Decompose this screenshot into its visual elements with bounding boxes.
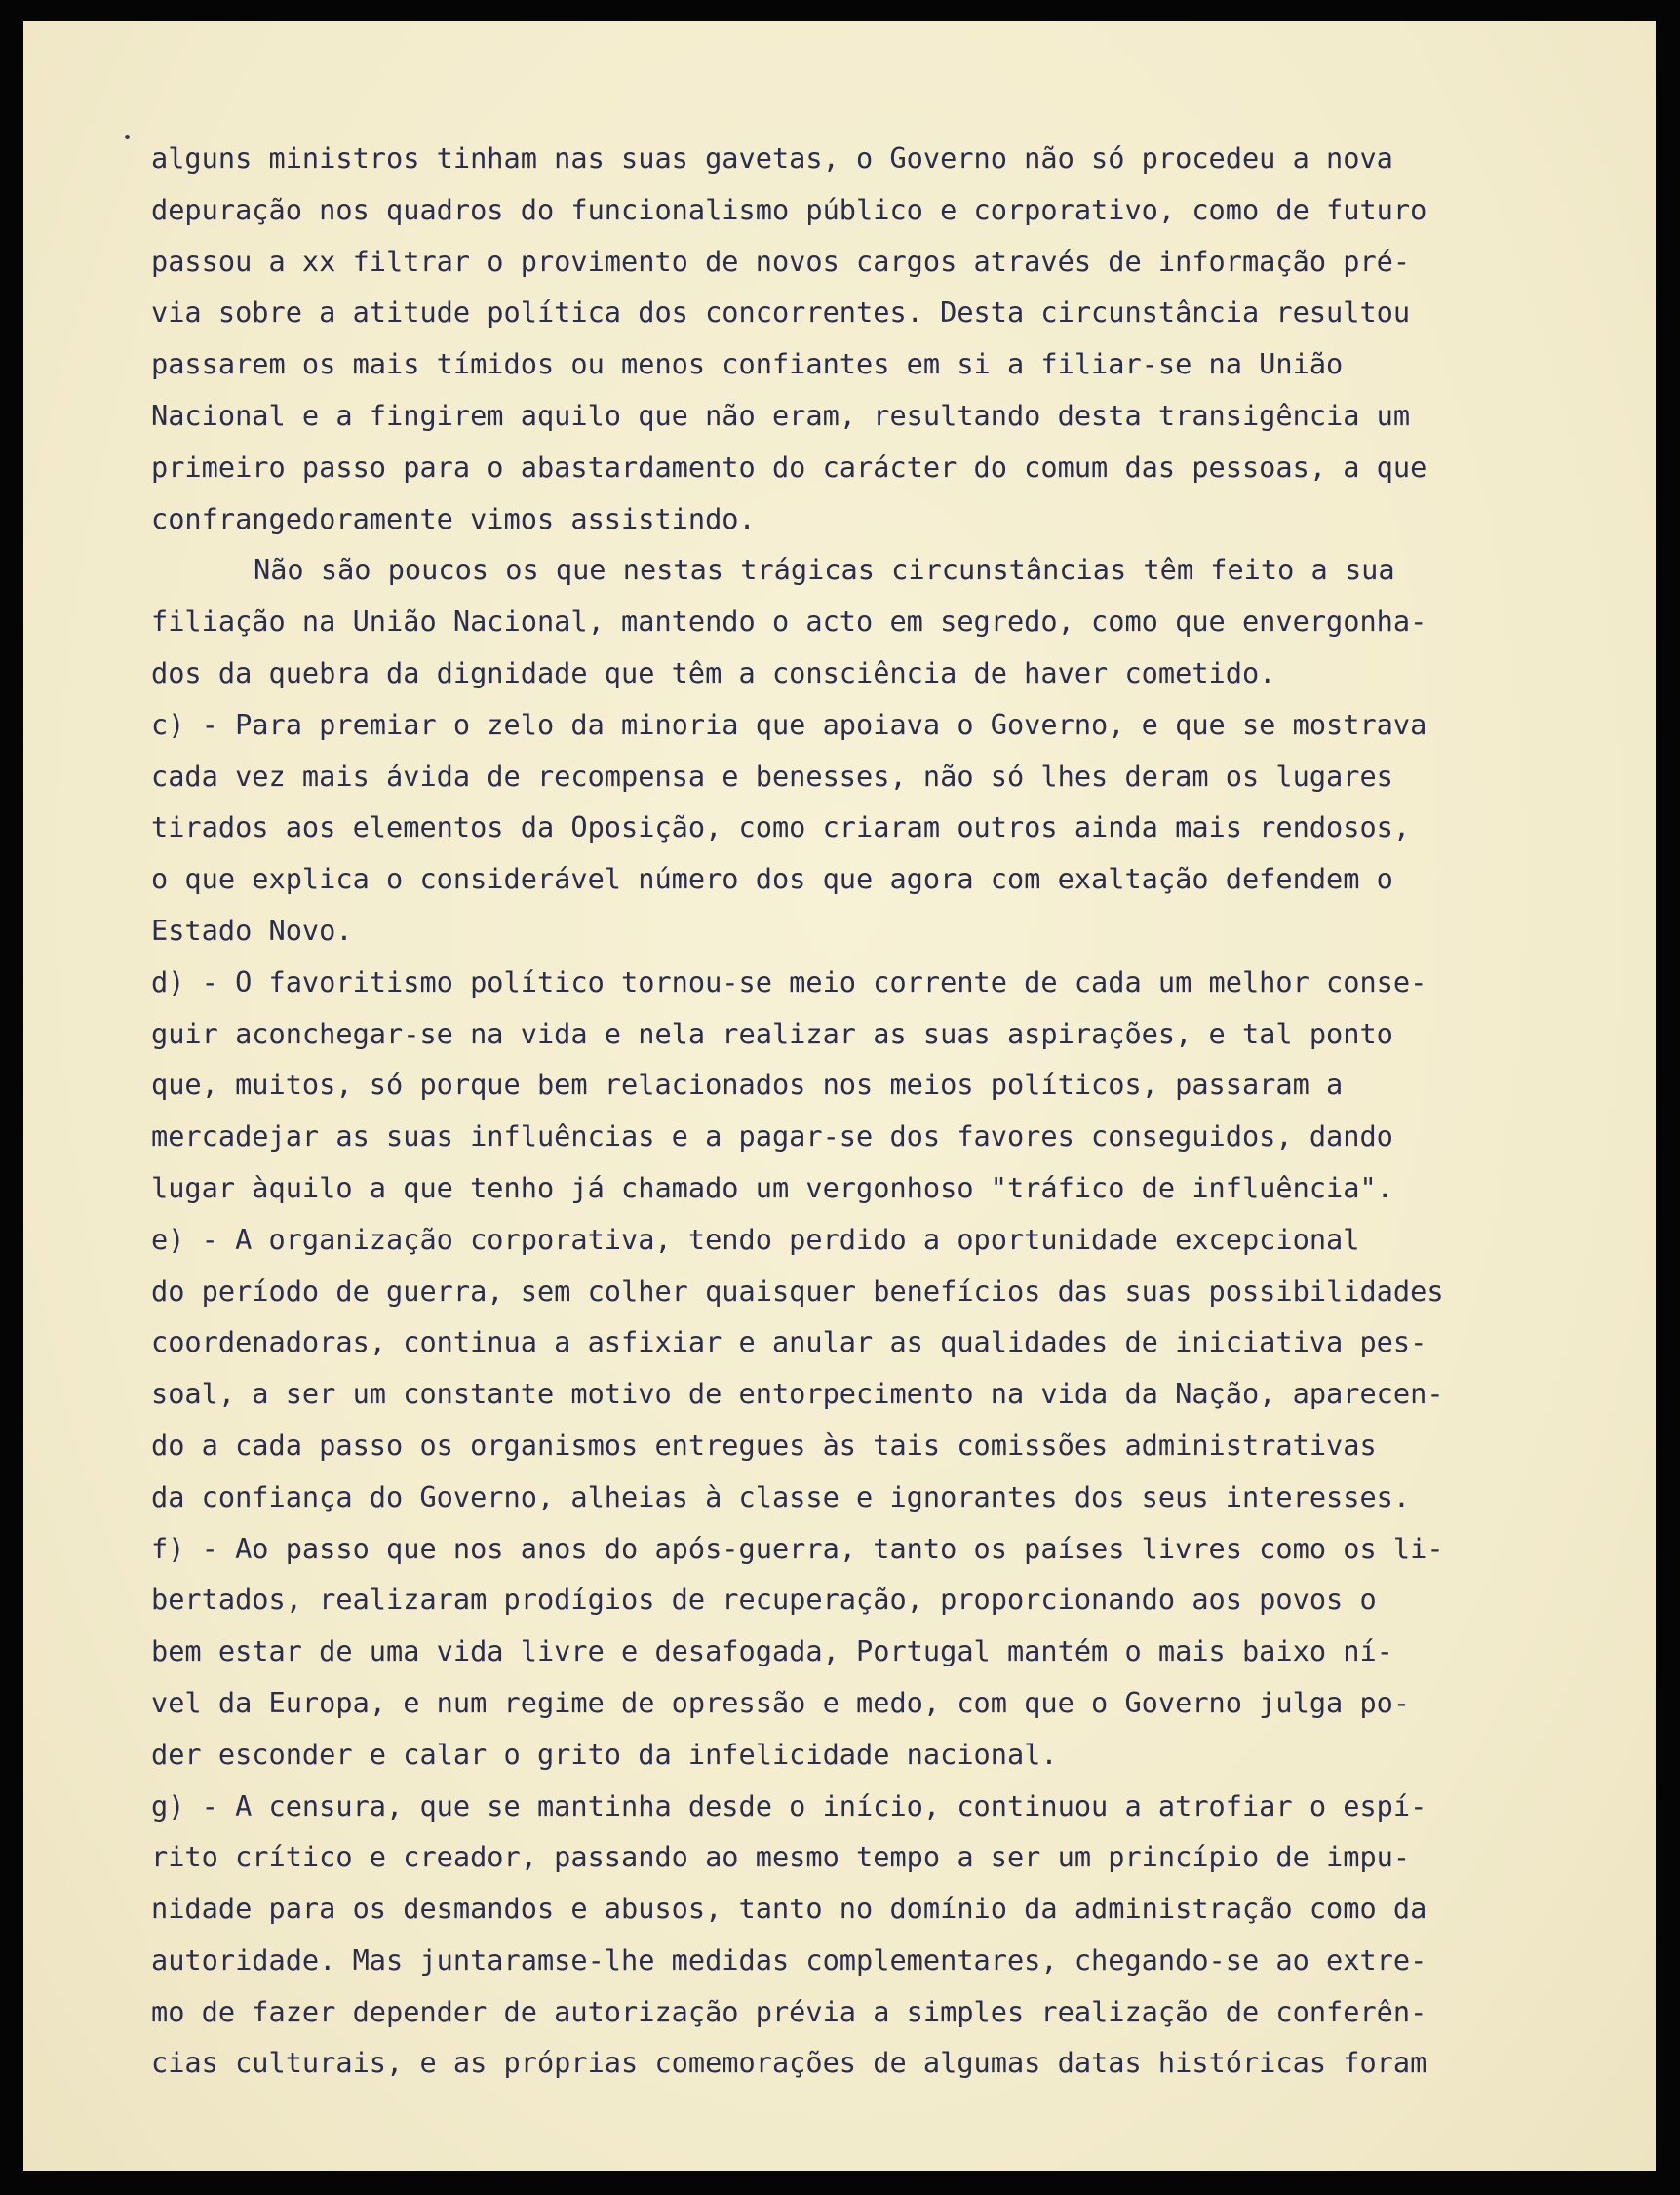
- text-line: cada vez mais ávida de recompensa e benesses, não só lhes deram os lugares: [151, 759, 1393, 793]
- text-line: confrangedoramente vimos assistindo.: [151, 501, 756, 535]
- text-line: passarem os mais tímidos ou menos confiantes em si a filiar-se na União: [151, 347, 1344, 381]
- item-g-line: g) - A censura, que se mantinha desde o início, continuou a atrofiar o espí-: [151, 1788, 1427, 1823]
- text-line: da confiança do Governo, alheias à classe e ignorantes dos seus interesses.: [151, 1479, 1411, 1513]
- item-d-line: d) - O favoritismo político tornou-se meio corrente de cada um melhor conse-: [151, 964, 1427, 999]
- text-line: passou a xx filtrar o provimento de novos cargos através de informação pré-: [151, 244, 1411, 278]
- paragraph-start-line: Não são poucos os que nestas trágicas circunstâncias têm feito a sua: [254, 553, 1395, 587]
- item-c-line: c) - Para premiar o zelo da minoria que apoiava o Governo, e que se mostrava: [151, 707, 1427, 741]
- text-line: bertados, realizaram prodígios de recuperação, proporcionando aos povos o: [151, 1583, 1377, 1617]
- text-line: Estado Novo.: [151, 913, 353, 947]
- text-line: primeiro passo para o abastardamento do carácter do comum das pessoas, a que: [151, 450, 1427, 484]
- text-line: que, muitos, só porque bem relacionados nos meios políticos, passaram a: [151, 1068, 1344, 1102]
- text-line: der esconder e calar o grito da infelicidade nacional.: [151, 1737, 1058, 1771]
- stray-ink-dot: [125, 135, 130, 139]
- text-line: cias culturais, e as próprias comemorações de algumas datas históricas foram: [151, 2046, 1427, 2080]
- text-line: mercadejar as suas influências e a pagar-se dos favores conseguidos, dando: [151, 1119, 1393, 1154]
- text-line: rito crítico e creador, passando ao mesmo tempo a ser um princípio de impu-: [151, 1840, 1411, 1874]
- text-line: via sobre a atitude política dos concorrentes. Desta circunstância resultou: [151, 295, 1411, 330]
- item-f-line: f) - Ao passo que nos anos do após-guerra, tanto os países livres como os li-: [151, 1531, 1444, 1565]
- text-line: o que explica o considerável número dos que agora com exaltação defendem o: [151, 862, 1393, 896]
- text-line: dos da quebra da dignidade que têm a consciência de haver cometido.: [151, 655, 1276, 689]
- text-line: do a cada passo os organismos entregues às tais comissões administrativas: [151, 1428, 1377, 1462]
- text-line: lugar àquilo a que tenho já chamado um vergonhoso "tráfico de influência".: [151, 1170, 1393, 1204]
- text-line: guir aconchegar-se na vida e nela realizar as suas aspirações, e tal ponto: [151, 1016, 1393, 1050]
- text-line: filiação na União Nacional, mantendo o acto em segredo, como que envergonha-: [151, 605, 1427, 639]
- text-line: soal, a ser um constante motivo de entorpecimento na vida da Nação, aparecen-: [151, 1377, 1444, 1411]
- text-line: depuração nos quadros do funcionalismo público e corporativo, como de futuro: [151, 192, 1427, 226]
- text-line: vel da Europa, e num regime de opressão e medo, com que o Governo julga po-: [151, 1685, 1411, 1719]
- text-line: autoridade. Mas juntaramse-lhe medidas complementares, chegando-se ao extre-: [151, 1942, 1427, 1977]
- text-line: tirados aos elementos da Oposição, como criaram outros ainda mais rendosos,: [151, 810, 1411, 844]
- text-line: bem estar de uma vida livre e desafogada, Portugal mantém o mais baixo ní-: [151, 1634, 1393, 1668]
- text-line: nidade para os desmandos e abusos, tanto no domínio da administração como da: [151, 1892, 1427, 1926]
- page-body: [151, 133, 1633, 2089]
- text-line: do período de guerra, sem colher quaisquer benefícios das suas possibilidades: [151, 1274, 1444, 1308]
- item-e-line: e) - A organização corporativa, tendo perdido a oportunidade excepcional: [151, 1222, 1360, 1256]
- text-line: alguns ministros tinham nas suas gavetas, o Governo não só procedeu a nova: [151, 141, 1393, 175]
- text-line: Nacional e a fingirem aquilo que não eram, resultando desta transigência um: [151, 398, 1411, 432]
- text-line: mo de fazer depender de autorização prévia a simples realização de conferên-: [151, 1994, 1427, 2028]
- text-line: coordenadoras, continua a asfixiar e anular as qualidades de iniciativa pes-: [151, 1325, 1427, 1359]
